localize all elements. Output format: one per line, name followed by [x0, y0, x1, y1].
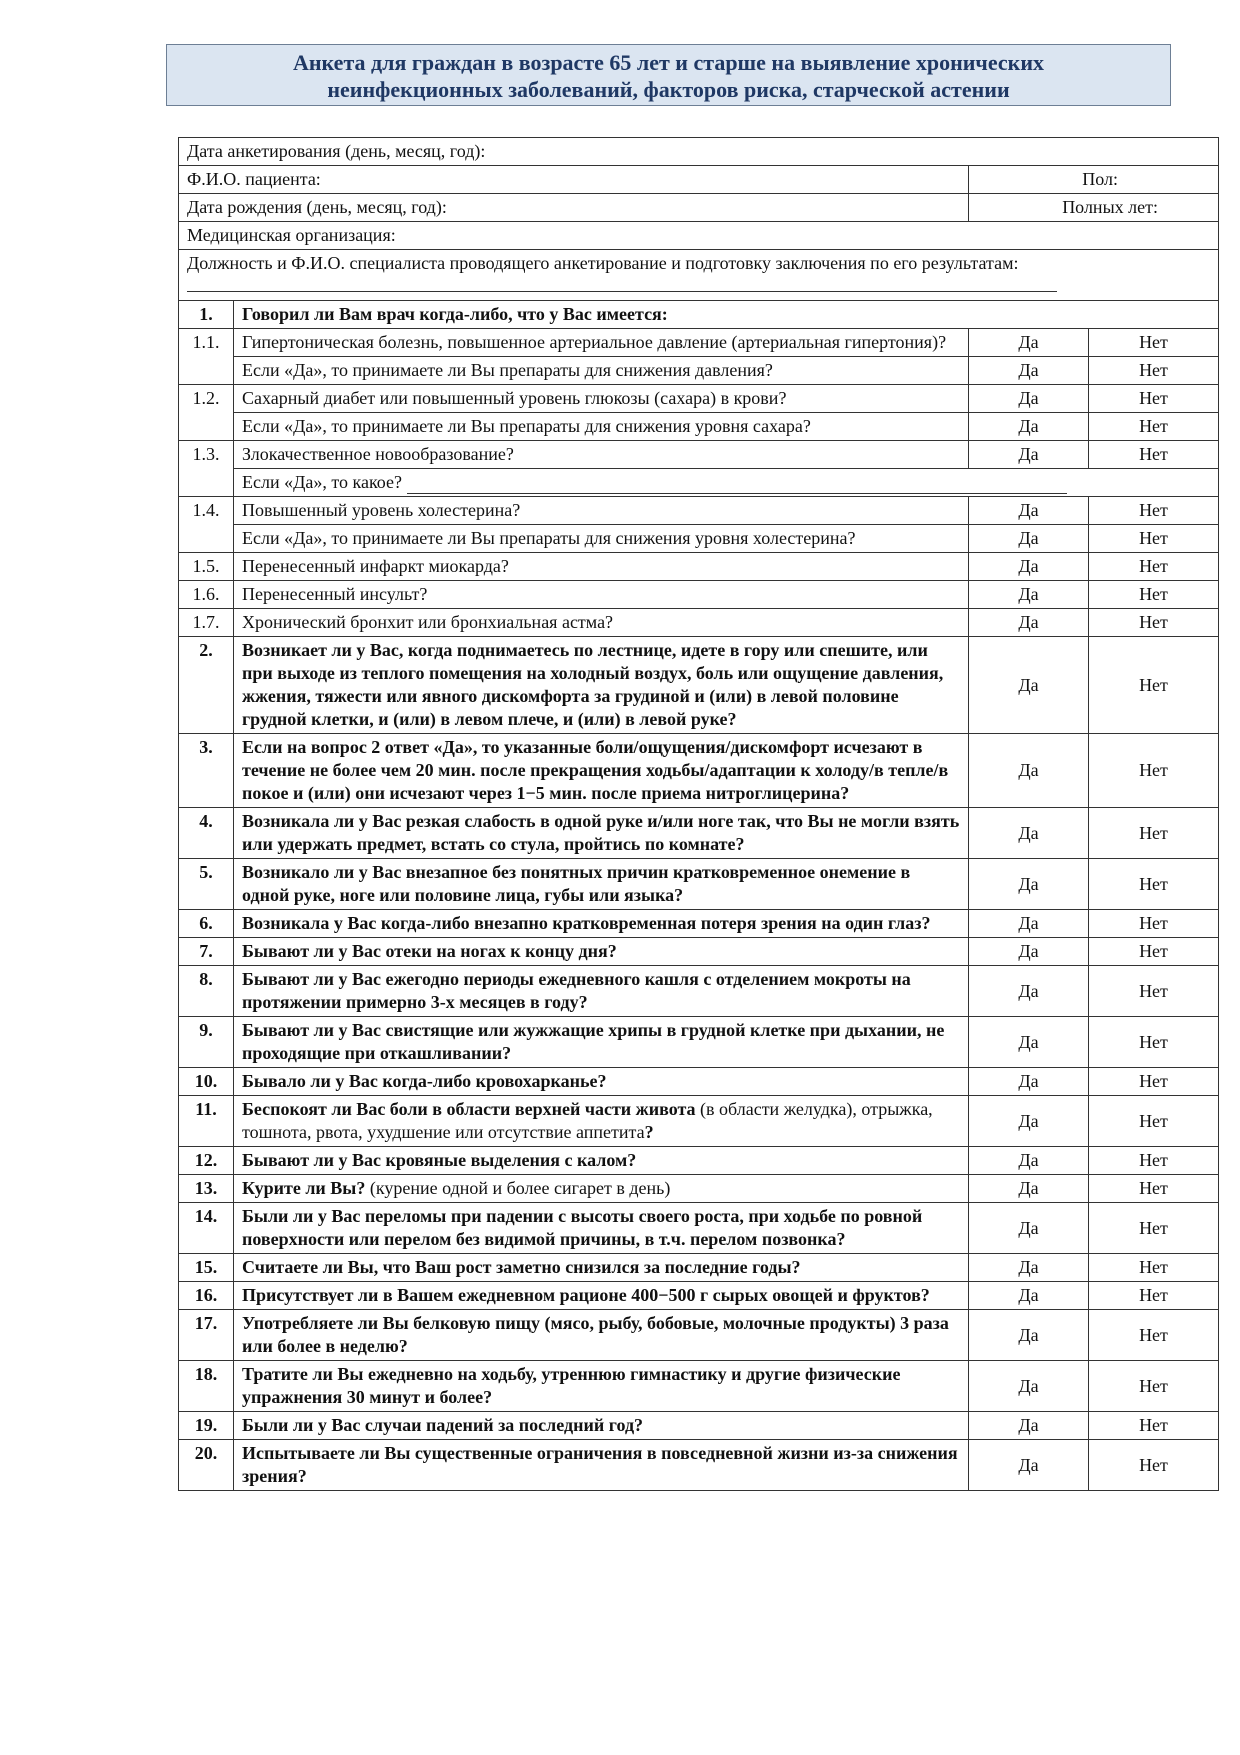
question-row-14 — [179, 1203, 1219, 1254]
question-text: Употребляете ли Вы белковую пищу (мясо, рыбу, бобовые, молочные продукты) 3 раза или более в неделю? — [234, 1310, 969, 1361]
question-subtext: Если «Да», то какое? — [242, 472, 402, 492]
question-text: Возникает ли у Вас, когда поднимаетесь по лестнице, идете в гору или спешите, или при выходе из теплого помещения на холодный воздух, боль или ощущение давления, жжения, тяжести или явного дискомфорта за грудиной и (или) в левой половине грудной клетки, и (или) в левом плече, и (или) в левой руке? — [234, 637, 969, 734]
answer-yes[interactable]: Да — [969, 1282, 1089, 1310]
question-number: 1.7. — [179, 609, 234, 637]
question-row-17 — [179, 1310, 1219, 1361]
answer-yes[interactable]: Да — [969, 1310, 1089, 1361]
question-row-8 — [179, 966, 1219, 1017]
question-number: 1.5. — [179, 553, 234, 581]
answer-yes[interactable]: Да — [969, 808, 1089, 859]
question-row-16 — [179, 1282, 1219, 1310]
answer-yes[interactable]: Да — [969, 1440, 1089, 1491]
org-row — [179, 222, 1219, 250]
question-number: 5. — [179, 859, 234, 910]
question-row-1-5 — [179, 553, 1219, 581]
question-text: Перенесенный инфаркт миокарда? — [234, 553, 969, 581]
answer-no[interactable]: Нет — [1089, 525, 1219, 553]
birth-date-field[interactable]: Дата рождения (день, месяц, год): — [179, 194, 969, 222]
answer-no[interactable]: Нет — [1089, 1310, 1219, 1361]
answer-no[interactable]: Нет — [1089, 808, 1219, 859]
answer-no[interactable]: Нет — [1089, 910, 1219, 938]
answer-no[interactable]: Нет — [1089, 357, 1219, 385]
answer-no[interactable]: Нет — [1089, 1068, 1219, 1096]
question-row-11 — [179, 1096, 1219, 1147]
question-number: 2. — [179, 637, 234, 734]
sex-field[interactable]: Пол: — [969, 166, 1219, 194]
question-subtext: Если «Да», то принимаете ли Вы препараты для снижения давления? — [234, 357, 969, 385]
question-number: 7. — [179, 938, 234, 966]
question-text: Испытываете ли Вы существенные ограничения в повседневной жизни из-за снижения зрения? — [234, 1440, 969, 1491]
question-number: 1.3. — [179, 441, 234, 497]
question-number: 14. — [179, 1203, 234, 1254]
answer-yes[interactable]: Да — [969, 938, 1089, 966]
question-row-1-4 — [179, 497, 1219, 525]
answer-yes[interactable]: Да — [969, 553, 1089, 581]
question-number: 13. — [179, 1175, 234, 1203]
specialist-field[interactable] — [179, 250, 1219, 301]
answer-yes[interactable]: Да — [969, 1361, 1089, 1412]
question-text: Бывают ли у Вас ежегодно периоды ежедневного кашля с отделением мокроты на протяжении примерно 3-х месяцев в году? — [234, 966, 969, 1017]
question-text: Были ли у Вас случаи падений за последний год? — [234, 1412, 969, 1440]
question-row-1-4-sub — [179, 525, 1219, 553]
answer-yes[interactable]: Да — [969, 859, 1089, 910]
answer-no[interactable]: Нет — [1089, 553, 1219, 581]
question-text: Повышенный уровень холестерина? — [234, 497, 969, 525]
questionnaire-table — [178, 137, 1219, 1491]
question-number: 17. — [179, 1310, 234, 1361]
answer-yes[interactable]: Да — [969, 497, 1089, 525]
answer-yes[interactable]: Да — [969, 1096, 1089, 1147]
question-text: Возникало ли у Вас внезапное без понятных причин кратковременное онемение в одной руке, ноге или половине лица, губы или языка? — [234, 859, 969, 910]
answer-no[interactable]: Нет — [1089, 609, 1219, 637]
question-row-1 — [179, 301, 1219, 329]
question-number: 9. — [179, 1017, 234, 1068]
answer-yes[interactable]: Да — [969, 413, 1089, 441]
specialist-label: Должность и Ф.И.О. специалиста проводящего анкетирование и подготовку заключения по его результатам: — [187, 253, 1019, 273]
answer-yes[interactable]: Да — [969, 525, 1089, 553]
answer-no[interactable]: Нет — [1089, 859, 1219, 910]
answer-no[interactable]: Нет — [1089, 734, 1219, 808]
question-row-12 — [179, 1147, 1219, 1175]
date-row — [179, 138, 1219, 166]
answer-yes[interactable]: Да — [969, 441, 1089, 469]
question-text: Перенесенный инсульт? — [234, 581, 969, 609]
patient-name-field[interactable]: Ф.И.О. пациента: — [179, 166, 969, 194]
answer-no[interactable]: Нет — [1089, 1412, 1219, 1440]
answer-no[interactable]: Нет — [1089, 637, 1219, 734]
question-text-bold: Курите ли Вы? — [242, 1178, 366, 1198]
question-text: Возникала ли у Вас резкая слабость в одной руке и/или ноге так, что Вы не могли взять или удержать предмет, встать со стула, пройтись по комнате? — [234, 808, 969, 859]
question-text: Бывают ли у Вас кровяные выделения с калом? — [234, 1147, 969, 1175]
answer-yes[interactable]: Да — [969, 637, 1089, 734]
question-text-bold: Беспокоят ли Вас боли в области верхней части живота — [242, 1099, 696, 1119]
question-text: Были ли у Вас переломы при падении с высоты своего роста, при ходьбе по ровной поверхности или перелом без видимой причины, в т.ч. перелом позвонка? — [234, 1203, 969, 1254]
name-row — [179, 166, 1219, 194]
question-number: 20. — [179, 1440, 234, 1491]
question-text: Бывают ли у Вас свистящие или жужжащие хрипы в грудной клетке при дыхании, не проходящие при откашливании? — [234, 1017, 969, 1068]
question-text: Хронический бронхит или бронхиальная астма? — [234, 609, 969, 637]
question-number: 1.2. — [179, 385, 234, 441]
answer-no[interactable]: Нет — [1089, 966, 1219, 1017]
question-row-5 — [179, 859, 1219, 910]
answer-yes[interactable]: Да — [969, 1203, 1089, 1254]
question-row-1-3-sub — [179, 469, 1219, 497]
question-row-1-7 — [179, 609, 1219, 637]
question-row-1-1-sub — [179, 357, 1219, 385]
question-number: 3. — [179, 734, 234, 808]
question-row-2 — [179, 637, 1219, 734]
answer-no[interactable]: Нет — [1089, 1096, 1219, 1147]
birth-row — [179, 194, 1219, 222]
form-title — [166, 44, 1171, 106]
title-line-1: Анкета для граждан в возрасте 65 лет и старше на выявление хронических — [292, 50, 1044, 75]
answer-no[interactable]: Нет — [1089, 1361, 1219, 1412]
question-number: 6. — [179, 910, 234, 938]
question-number: 12. — [179, 1147, 234, 1175]
answer-no[interactable]: Нет — [1089, 441, 1219, 469]
question-subtext: Если «Да», то принимаете ли Вы препараты для снижения уровня холестерина? — [234, 525, 969, 553]
question-row-10 — [179, 1068, 1219, 1096]
question-text: Тратите ли Вы ежедневно на ходьбу, утреннюю гимнастику и другие физические упражнения 30 минут и более? — [234, 1361, 969, 1412]
question-row-9 — [179, 1017, 1219, 1068]
answer-no[interactable]: Нет — [1089, 497, 1219, 525]
answer-no[interactable]: Нет — [1089, 413, 1219, 441]
question-text: Присутствует ли в Вашем ежедневном рационе 400−500 г сырых овощей и фруктов? — [234, 1282, 969, 1310]
answer-no[interactable]: Нет — [1089, 938, 1219, 966]
question-number: 1.6. — [179, 581, 234, 609]
question-text: Злокачественное новообразование? — [234, 441, 969, 469]
answer-yes[interactable]: Да — [969, 357, 1089, 385]
answer-yes[interactable]: Да — [969, 385, 1089, 413]
question-text: Считаете ли Вы, что Ваш рост заметно снизился за последние годы? — [234, 1254, 969, 1282]
question-row-1-6 — [179, 581, 1219, 609]
question-text — [234, 1175, 969, 1203]
answer-yes[interactable]: Да — [969, 329, 1089, 357]
question-number: 1.1. — [179, 329, 234, 385]
date-field[interactable]: Дата анкетирования (день, месяц, год): — [179, 138, 1219, 166]
question-row-15 — [179, 1254, 1219, 1282]
question-number: 10. — [179, 1068, 234, 1096]
specialist-underline — [187, 277, 1057, 292]
answer-underline — [407, 477, 1067, 494]
question-row-6 — [179, 910, 1219, 938]
question-number: 16. — [179, 1282, 234, 1310]
question-row-20 — [179, 1440, 1219, 1491]
age-field[interactable]: Полных лет: — [969, 194, 1219, 222]
answer-yes[interactable]: Да — [969, 1068, 1089, 1096]
answer-no[interactable]: Нет — [1089, 1175, 1219, 1203]
question-number: 18. — [179, 1361, 234, 1412]
answer-no[interactable]: Нет — [1089, 1440, 1219, 1491]
answer-no[interactable]: Нет — [1089, 385, 1219, 413]
title-line-2: неинфекционных заболеваний, факторов риска, старческой астении — [327, 77, 1010, 102]
question-text: Гипертоническая болезнь, повышенное артериальное давление (артериальная гипертония)? — [234, 329, 969, 357]
answer-yes[interactable]: Да — [969, 910, 1089, 938]
question-text-normal: (в области желудка), отрыжка, тошнота, рвота, ухудшение или отсутствие аппетита — [242, 1099, 933, 1142]
question-subtext: Если «Да», то принимаете ли Вы препараты для снижения уровня сахара? — [234, 413, 969, 441]
answer-no[interactable]: Нет — [1089, 581, 1219, 609]
answer-yes[interactable]: Да — [969, 1017, 1089, 1068]
answer-no[interactable]: Нет — [1089, 1147, 1219, 1175]
answer-no[interactable]: Нет — [1089, 1203, 1219, 1254]
answer-yes[interactable]: Да — [969, 1254, 1089, 1282]
question-number: 8. — [179, 966, 234, 1017]
answer-yes[interactable]: Да — [969, 1147, 1089, 1175]
answer-yes[interactable]: Да — [969, 1412, 1089, 1440]
question-row-18 — [179, 1361, 1219, 1412]
question-row-3 — [179, 734, 1219, 808]
question-text: Сахарный диабет или повышенный уровень глюкозы (сахара) в крови? — [234, 385, 969, 413]
answer-yes[interactable]: Да — [969, 966, 1089, 1017]
answer-yes[interactable]: Да — [969, 581, 1089, 609]
question-text: Бывают ли у Вас отеки на ногах к концу дня? — [234, 938, 969, 966]
specialist-row — [179, 250, 1219, 301]
answer-no[interactable]: Нет — [1089, 329, 1219, 357]
answer-no[interactable]: Нет — [1089, 1282, 1219, 1310]
question-number: 1.4. — [179, 497, 234, 553]
answer-no[interactable]: Нет — [1089, 1254, 1219, 1282]
question-number: 11. — [179, 1096, 234, 1147]
question-number: 4. — [179, 808, 234, 859]
question-text: Если на вопрос 2 ответ «Да», то указанные боли/ощущения/дискомфорт исчезают в течение не более чем 20 мин. после прекращения ходьбы/адаптации к холоду/в тепле/в покое и (или) они исчезают через 1−5 мин. после приема нитроглицерина? — [234, 734, 969, 808]
answer-yes[interactable]: Да — [969, 1175, 1089, 1203]
question-row-1-3 — [179, 441, 1219, 469]
question-row-1-2-sub — [179, 413, 1219, 441]
answer-yes[interactable]: Да — [969, 734, 1089, 808]
question-number: 19. — [179, 1412, 234, 1440]
question-number: 15. — [179, 1254, 234, 1282]
question-row-7 — [179, 938, 1219, 966]
answer-yes[interactable]: Да — [969, 609, 1089, 637]
question-text: Бывало ли у Вас когда-либо кровохарканье? — [234, 1068, 969, 1096]
answer-no[interactable]: Нет — [1089, 1017, 1219, 1068]
organization-field[interactable]: Медицинская организация: — [179, 222, 1219, 250]
question-text-end: ? — [644, 1122, 654, 1142]
question-text: Говорил ли Вам врач когда-либо, что у Вас имеется: — [234, 301, 1219, 329]
question-subtext-cell[interactable] — [234, 469, 1219, 497]
question-row-13 — [179, 1175, 1219, 1203]
question-text-normal: (курение одной и более сигарет в день) — [365, 1178, 671, 1198]
question-number: 1. — [179, 301, 234, 329]
question-row-1-1 — [179, 329, 1219, 357]
question-text — [234, 1096, 969, 1147]
question-row-19 — [179, 1412, 1219, 1440]
question-text: Возникала у Вас когда-либо внезапно кратковременная потеря зрения на один глаз? — [234, 910, 969, 938]
question-row-1-2 — [179, 385, 1219, 413]
question-row-4 — [179, 808, 1219, 859]
